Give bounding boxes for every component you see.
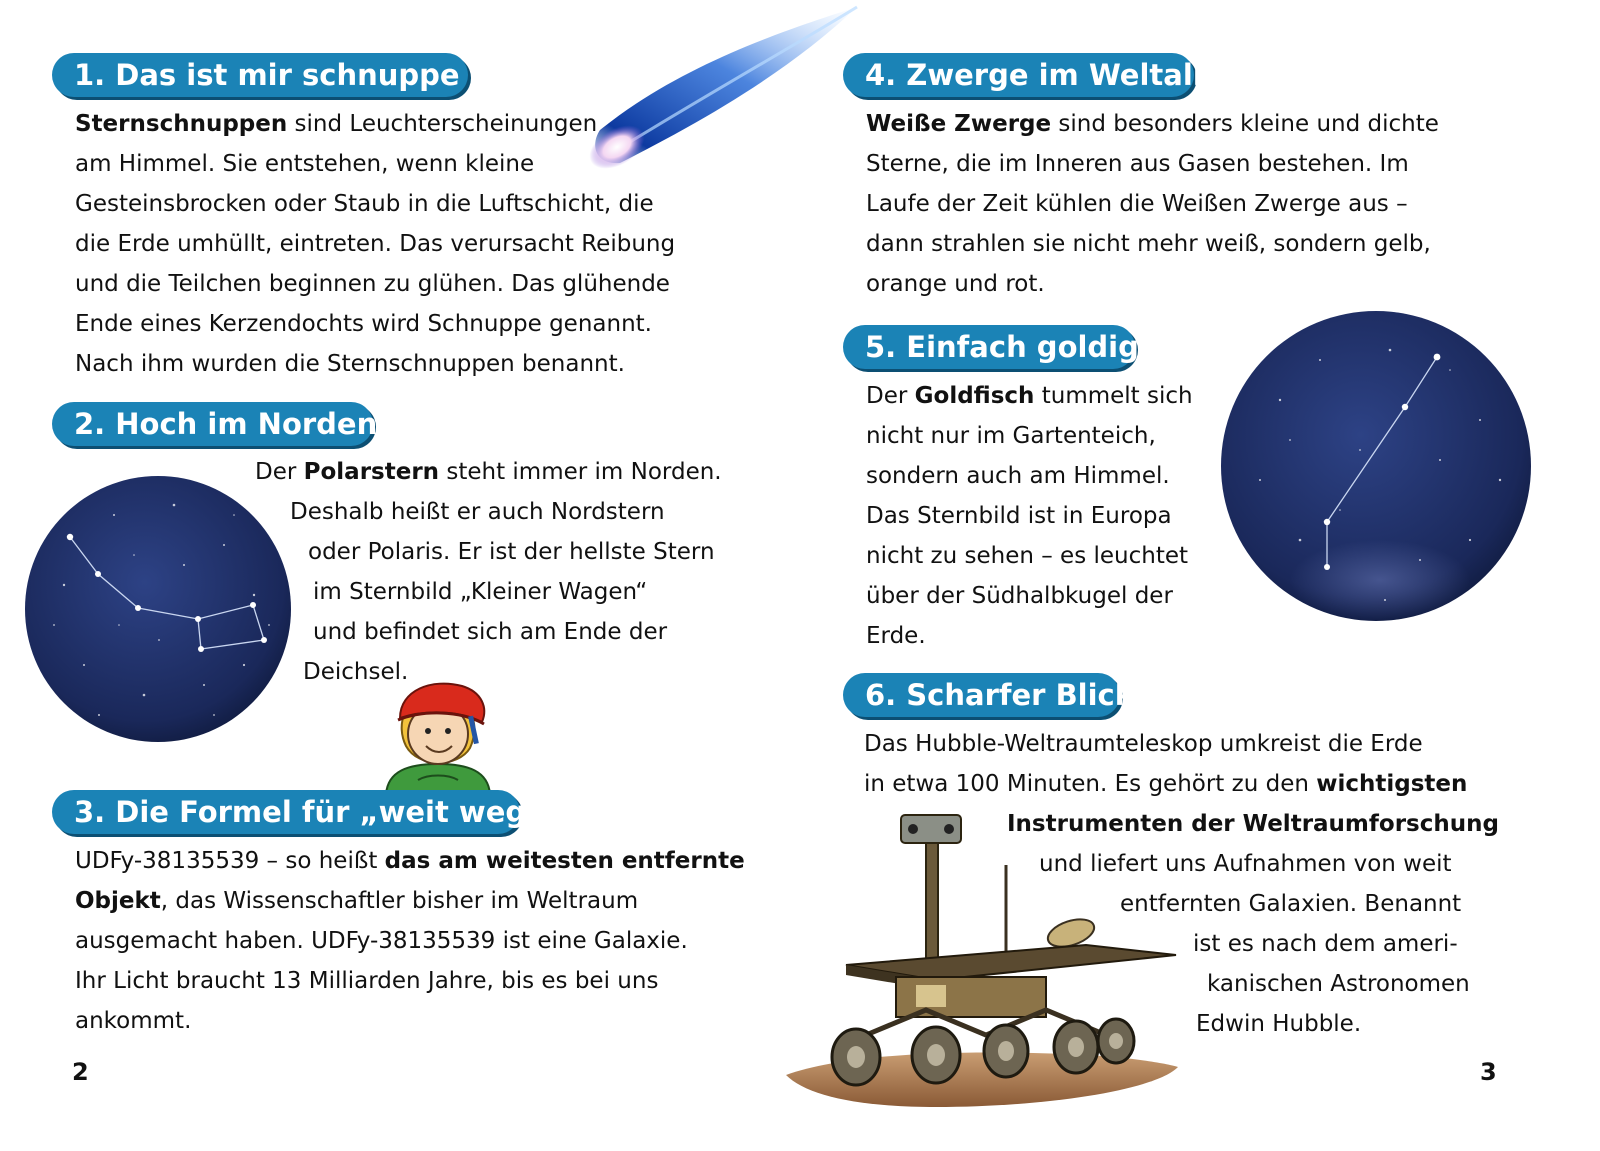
text-run: ist es nach dem ameri- (1193, 931, 1458, 957)
text-run: im Sternbild „Kleiner Wagen“ (313, 579, 648, 605)
text-line (0, 612, 722, 652)
text-run: Sterne, die im Inneren aus Gasen bestehen. Im (866, 151, 1409, 177)
text-run: , das Wissenschaftler bisher im Weltraum (160, 888, 639, 914)
text-run: Nach ihm wurden die Sternschnuppen benannt. (75, 351, 625, 377)
section-text-hubble (0, 724, 1499, 1044)
text-run: die Erde umhüllt, eintreten. Das verursacht Reibung (75, 231, 676, 257)
text-run: in etwa 100 Minuten. Es gehört zu den (864, 771, 1317, 797)
bold-term: wichtigsten (1316, 771, 1468, 797)
text-line (75, 304, 675, 344)
text-run: kanischen Astronomen (1207, 971, 1470, 997)
text-line (866, 536, 1193, 576)
section-heading-north-star: 2. Hoch im Norden (52, 402, 373, 446)
page-number-right: 3 (1480, 1058, 1497, 1086)
section-heading-goldfish: 5. Einfach goldig (843, 325, 1135, 369)
text-run: nicht nur im Gartenteich, (866, 423, 1156, 449)
text-line (0, 652, 722, 692)
page-number-left: 2 (72, 1058, 89, 1086)
text-line (0, 572, 722, 612)
section-text-dwarfs (866, 104, 1439, 304)
section-heading-shooting-stars: 1. Das ist mir schnuppe … (52, 53, 468, 97)
text-line (866, 376, 1193, 416)
text-line (0, 724, 1499, 764)
section-text-shooting-stars (75, 104, 675, 384)
text-run: und liefert uns Aufnahmen von weit (1039, 851, 1452, 877)
text-run: Der (866, 383, 915, 409)
dorado-star-chart (1220, 310, 1532, 622)
text-run: Deichsel. (303, 659, 409, 685)
text-run: orange und rot. (866, 271, 1045, 297)
text-run: dann strahlen sie nicht mehr weiß, sondern gelb, (866, 231, 1431, 257)
text-line (0, 844, 1499, 884)
text-run: Der (255, 459, 304, 485)
text-line (866, 416, 1193, 456)
text-line (0, 1004, 1499, 1044)
text-line (0, 452, 722, 492)
text-line (75, 344, 675, 384)
text-line (75, 184, 675, 224)
text-run: Gesteinsbrocken oder Staub in die Luftschicht, die (75, 191, 654, 217)
text-line (75, 104, 675, 144)
text-line (866, 224, 1439, 264)
text-run: ausgemacht haben. UDFy-38135539 ist eine Galaxie. (75, 928, 688, 954)
bold-term: Weiße Zwerge (866, 111, 1052, 137)
text-line (866, 456, 1193, 496)
text-line (75, 224, 675, 264)
text-run: am Himmel. Sie entstehen, wenn kleine (75, 151, 535, 177)
text-line (866, 496, 1193, 536)
text-line (866, 144, 1439, 184)
text-run: Das Sternbild ist in Europa (866, 503, 1172, 529)
text-line (75, 144, 675, 184)
section-heading-dwarfs: 4. Zwerge im Weltall (843, 53, 1194, 97)
text-run: tummelt sich (1034, 383, 1193, 409)
text-run: und die Teilchen beginnen zu glühen. Das glühende (75, 271, 670, 297)
text-run: steht immer im Norden. (439, 459, 722, 485)
text-line (0, 764, 1499, 804)
bold-term: Objekt (75, 888, 161, 914)
text-run: UDFy-38135539 – so heißt (75, 848, 385, 874)
section-heading-hubble: 6. Scharfer Blick (843, 673, 1120, 717)
text-run: Laufe der Zeit kühlen die Weißen Zwerge aus – (866, 191, 1408, 217)
text-line (0, 964, 1499, 1004)
text-run: über der Südhalbkugel der (866, 583, 1173, 609)
text-run: sind besonders kleine und dichte (1051, 111, 1439, 137)
text-line (0, 924, 1499, 964)
section-text-goldfish (866, 376, 1193, 656)
section-heading-far-away: 3. Die Formel für „weit weg“ (52, 790, 520, 834)
section-text-north-star (0, 452, 722, 692)
text-line (866, 264, 1439, 304)
text-run: entfernten Galaxien. Benannt (1120, 891, 1462, 917)
text-run: nicht zu sehen – es leuchtet (866, 543, 1189, 569)
text-line (866, 616, 1193, 656)
text-line (866, 184, 1439, 224)
text-run: und befindet sich am Ende der (313, 619, 668, 645)
bold-term: Instrumenten der Weltraumforschung (1007, 811, 1499, 837)
text-run: Das Hubble-Weltraumteleskop umkreist die Erde (864, 731, 1423, 757)
text-run: oder Polaris. Er ist der hellste Stern (308, 539, 715, 565)
text-line (75, 264, 675, 304)
text-run: sind Leuchterscheinungen (287, 111, 598, 137)
text-line (0, 804, 1499, 844)
text-run: Ihr Licht braucht 13 Milliarden Jahre, bis es bei uns (75, 968, 659, 994)
text-line (866, 104, 1439, 144)
text-run: sondern auch am Himmel. (866, 463, 1170, 489)
text-run: Deshalb heißt er auch Nordstern (290, 499, 665, 525)
bold-term: Polarstern (303, 459, 440, 485)
text-line (0, 532, 722, 572)
bold-term: das am weitesten entfernte (384, 848, 745, 874)
text-line (866, 576, 1193, 616)
text-run: Ende eines Kerzendochts wird Schnuppe genannt. (75, 311, 652, 337)
bold-term: Sternschnuppen (75, 111, 288, 137)
text-run: ankommt. (75, 1008, 192, 1034)
bold-term: Goldfisch (914, 383, 1035, 409)
text-line (0, 884, 1499, 924)
text-run: Erde. (866, 623, 926, 649)
text-line (0, 492, 722, 532)
text-run: Edwin Hubble. (1196, 1011, 1362, 1037)
